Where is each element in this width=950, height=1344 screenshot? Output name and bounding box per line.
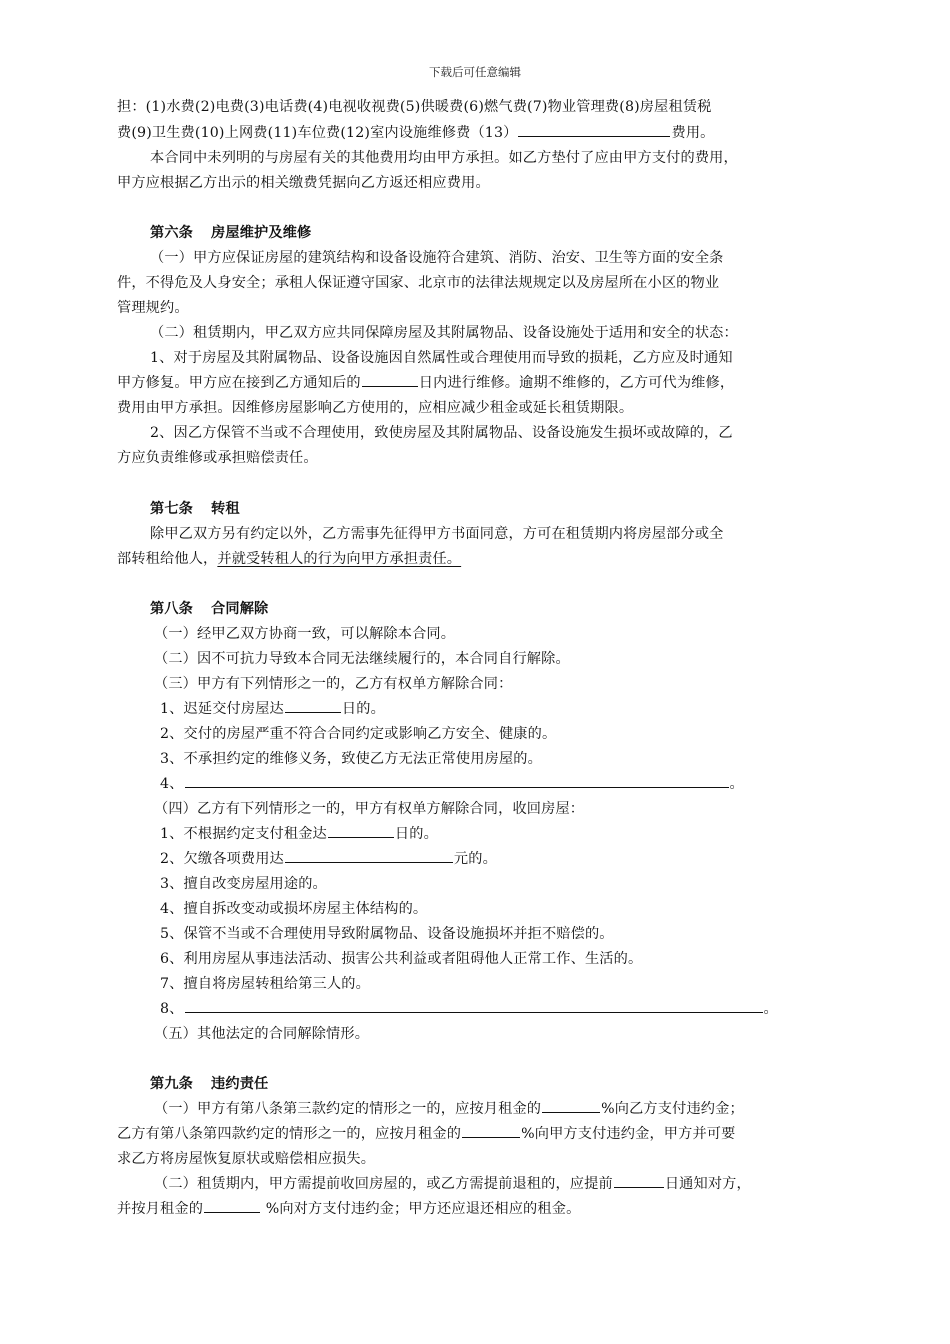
article-7-number: 第七条 [150,501,194,517]
article-8-sub-b2-end: 元的。 [453,851,497,867]
article-8-heading [150,597,268,621]
article-9-title: 违约责任 [211,1076,269,1092]
article-8-sub-b2 [160,847,497,871]
article-9-para-2 [117,1122,735,1146]
article-7-heading [150,497,240,521]
article-8-sub-a3: 3、不承担约定的维修义务，致使乙方无法正常使用房屋的。 [160,751,542,767]
article-6-title: 房屋维护及维修 [211,225,312,241]
article-6-para-4a: 2、因乙方保管不当或不合理使用，致使房屋及其附属物品、设备设施发生损坏或故障的，乙 [150,425,733,441]
article-8-sub-b7: 7、擅自将房屋转租给第三人的。 [160,976,370,992]
article-9-para-2-end: %向甲方支付违约金，甲方并可要 [521,1126,736,1142]
article-9-para-4-text: （二）租赁期内，甲方需提前收回房屋的，或乙方需提前退租的，应提前 [154,1176,613,1192]
article-9-para-1-end: %向乙方支付违约金； [601,1101,744,1117]
article-9-para-3: 求乙方将房屋恢复原状或赔偿相应损失。 [117,1151,376,1167]
intro-line-2-text: 费(9)卫生费(10)上网费(11)车位费(12)室内设施维修费（13） [117,125,518,141]
article-9-para-5 [117,1197,580,1221]
intro-line-2-end: 费用。 [671,125,715,141]
article-8-number: 第八条 [150,601,194,617]
repair-days-blank[interactable] [362,371,418,387]
article-8-item-3: （三）甲方有下列情形之一的，乙方有权单方解除合同： [154,676,513,692]
article-7-para-2-text: 部转租给他人， [117,551,218,567]
article-8-item-1: （一）经甲乙双方协商一致，可以解除本合同。 [154,626,456,642]
article-9-para-1-text: （一）甲方有第八条第三款约定的情形之一的，应按月租金的 [154,1101,542,1117]
page-header-note: 下载后可任意编辑 [429,65,521,79]
article-9-para-4 [154,1172,751,1196]
intro-line-1: 担：(1)水费(2)电费(3)电话费(4)电视收视费(5)供暖费(6)燃气费(7)物业管理费(8)房屋租赁税 [117,99,712,115]
article-8-sub-b1-text: 1、不根据约定支付租金达 [160,826,327,842]
article-6-number: 第六条 [150,225,194,241]
article-8-sub-b4: 4、擅自拆改变动或损坏房屋主体结构的。 [160,901,428,917]
article-6-para-3c: 费用由甲方承担。因维修房屋影响乙方使用的，应相应减少租金或延长租赁期限。 [117,400,634,416]
article-8-sub-a4-end: 。 [729,776,744,792]
article-8-item-2: （二）因不可抗力导致本合同无法继续履行的，本合同自行解除。 [154,651,570,667]
article-9-heading [150,1072,268,1096]
article-7-underlined-clause: 并就受转租人的行为向甲方承担责任。 [217,551,462,567]
article-7-title: 转租 [211,501,240,517]
intro-line-2 [117,121,715,145]
article-6-para-3a: 1、对于房屋及其附属物品、设备设施因自然属性或合理使用而导致的损耗，乙方应及时通知 [150,350,733,366]
article-7-para-1: 除甲乙双方另有约定以外，乙方需事先征得甲方书面同意，方可在租赁期内将房屋部分或全 [150,526,724,542]
article-8-sub-b8-end: 。 [763,1001,778,1017]
article-8-sub-a1 [160,697,385,721]
article-8-sub-b8 [160,997,778,1021]
tenant-penalty-rate-blank[interactable] [462,1122,520,1138]
article-6-para-1c: 管理规约。 [117,300,189,316]
landlord-other-case-blank[interactable] [185,772,729,788]
article-6-para-1a: （一）甲方应保证房屋的建筑结构和设备设施符合建筑、消防、治安、卫生等方面的安全条 [150,250,724,266]
landlord-penalty-rate-blank[interactable] [542,1097,600,1113]
article-8-sub-b1 [160,822,438,846]
article-8-sub-b5: 5、保管不当或不合理使用导致附属物品、设备设施损坏并拒不赔偿的。 [160,926,614,942]
article-8-sub-b6: 6、利用房屋从事违法活动、损害公共利益或者阻碍他人正常工作、生活的。 [160,951,643,967]
intro-line-3: 本合同中未列明的与房屋有关的其他费用均由甲方承担。如乙方垫付了应由甲方支付的费用， [150,150,738,166]
article-6-para-3b-end: 日内进行维修。逾期不维修的，乙方可代为维修， [418,375,735,391]
article-8-sub-b8-text: 8、 [160,1001,184,1017]
notice-days-blank[interactable] [614,1172,664,1188]
tenant-other-case-blank[interactable] [185,997,763,1013]
article-9-para-4-end: 日通知对方， [664,1176,751,1192]
article-9-para-5-end: %向对方支付违约金；甲方还应退还相应的租金。 [261,1201,581,1217]
article-6-para-4b: 方应负责维修或承担赔偿责任。 [117,450,318,466]
article-8-sub-a4-text: 4、 [160,776,184,792]
article-8-title: 合同解除 [211,601,269,617]
article-9-para-2-text: 乙方有第八条第四款约定的情形之一的，应按月租金的 [117,1126,462,1142]
article-8-item-4: （四）乙方有下列情形之一的，甲方有权单方解除合同，收回房屋： [154,801,585,817]
fee-13-blank[interactable] [518,121,670,137]
article-6-para-3b-text: 甲方修复。甲方应在接到乙方通知后的 [117,375,361,391]
article-9-para-5-text: 并按月租金的 [117,1201,204,1217]
article-6-heading [150,221,311,245]
article-6-para-2: （二）租赁期内，甲乙双方应共同保障房屋及其附属物品、设备设施处于适用和安全的状态： [150,325,738,341]
article-8-item-5: （五）其他法定的合同解除情形。 [154,1026,370,1042]
article-8-sub-a1-end: 日的。 [341,701,385,717]
intro-line-4: 甲方应根据乙方出示的相关缴费凭据向乙方返还相应费用。 [117,175,490,191]
delay-delivery-days-blank[interactable] [285,697,341,713]
article-9-para-1 [154,1097,744,1121]
unpaid-rent-days-blank[interactable] [328,822,394,838]
article-6-para-1b: 件，不得危及人身安全；承租人保证遵守国家、北京市的法律法规规定以及房屋所在小区的物业 [117,275,720,291]
article-7-para-2 [117,547,461,571]
article-8-sub-b2-text: 2、欠缴各项费用达 [160,851,284,867]
early-termination-rate-blank[interactable] [204,1197,260,1213]
article-8-sub-b3: 3、擅自改变房屋用途的。 [160,876,327,892]
unpaid-fees-amount-blank[interactable] [285,847,453,863]
article-8-sub-b1-end: 日的。 [394,826,438,842]
article-8-sub-a2: 2、交付的房屋严重不符合合同约定或影响乙方安全、健康的。 [160,726,557,742]
article-8-sub-a4 [160,772,744,796]
article-6-para-3b [117,371,734,395]
article-8-sub-a1-text: 1、迟延交付房屋达 [160,701,284,717]
article-9-number: 第九条 [150,1076,194,1092]
